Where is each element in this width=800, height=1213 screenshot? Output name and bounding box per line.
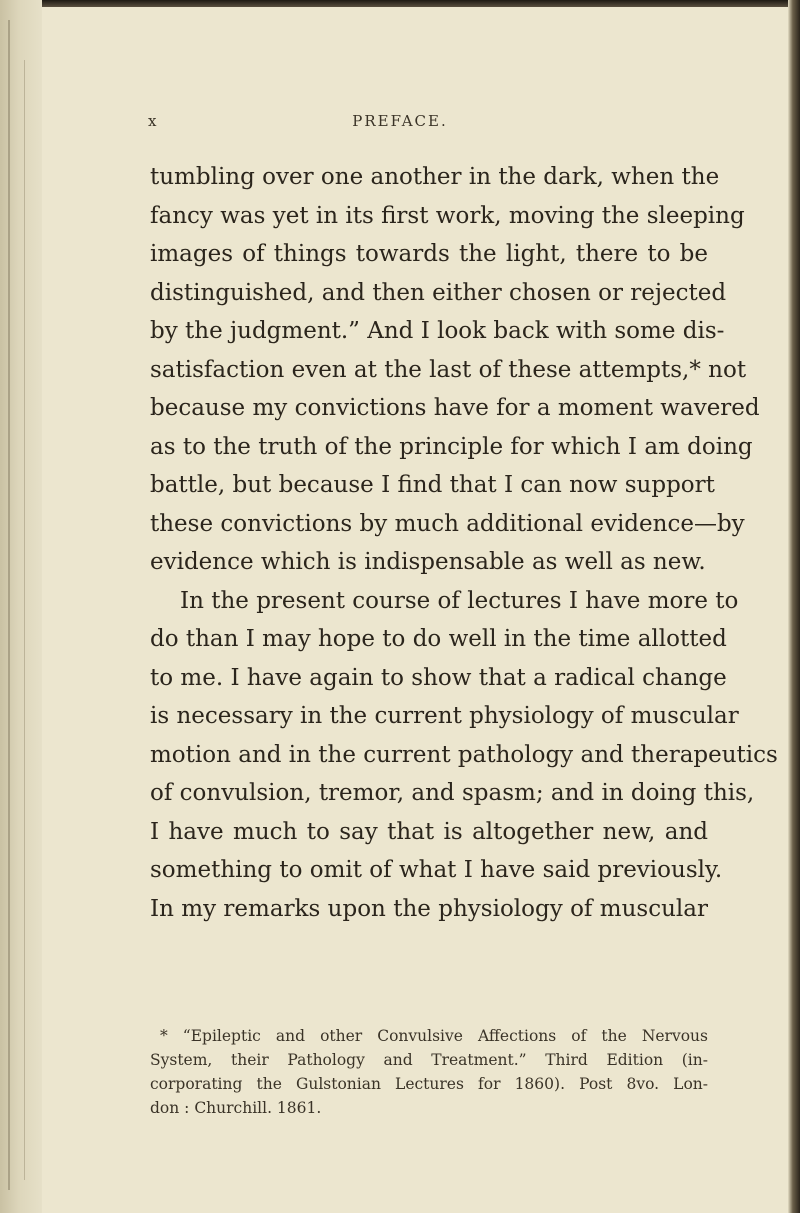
running-head <box>0 112 800 136</box>
footnote-line: * “Epileptic and other Convulsive Affections of the Nervous <box>160 1027 708 1045</box>
text-line: battle, but because I find that I can now support <box>150 472 715 498</box>
text-line: motion and in the current pathology and therapeutics <box>150 741 778 768</box>
text-line: distinguished, and then either chosen or rejected <box>150 279 727 306</box>
text-line: do than I may hope to do well in the time allotted <box>150 626 727 652</box>
text-line: I have much to say that is altogether new, and <box>150 818 708 845</box>
text-line: to me. I have again to show that a radical change <box>150 664 727 691</box>
running-head-title: PREFACE. <box>352 112 448 130</box>
footnote-line: System, their Pathology and Treatment.” Third Edition (in- <box>150 1051 708 1069</box>
text-line: fancy was yet in its first work, moving the sleeping <box>150 202 745 229</box>
text-line: something to omit of what I have said previously. <box>150 857 723 883</box>
text-line: of convulsion, tremor, and spasm; and in doing this, <box>150 780 755 806</box>
footnote <box>150 1024 708 1120</box>
text-line: images of things towards the light, there to be <box>150 241 708 267</box>
text-line: because my convictions have for a moment wavered <box>150 395 760 421</box>
page-number: x <box>148 112 158 130</box>
text-line: tumbling over one another in the dark, when the <box>150 164 720 190</box>
text-line: by the judgment.” And I look back with some dis- <box>150 318 725 344</box>
footnote-line: don : Churchill. 1861. <box>150 1099 322 1117</box>
text-line: as to the truth of the principle for which I am doing <box>150 433 753 460</box>
text-line: is necessary in the current physiology of muscular <box>150 703 739 729</box>
footnote-line: corporating the Gulstonian Lectures for 1860). Post 8vo. Lon- <box>150 1075 708 1093</box>
paragraph-start-line: In the present course of lectures I have more to <box>180 587 739 614</box>
text-line: In my remarks upon the physiology of muscular <box>150 895 708 922</box>
text-line: evidence which is indispensable as well as new. <box>150 549 706 575</box>
text-line: satisfaction even at the last of these attempts,* not <box>150 356 747 383</box>
body-text <box>150 158 778 928</box>
text-line: these convictions by much additional evidence—by <box>150 510 745 537</box>
